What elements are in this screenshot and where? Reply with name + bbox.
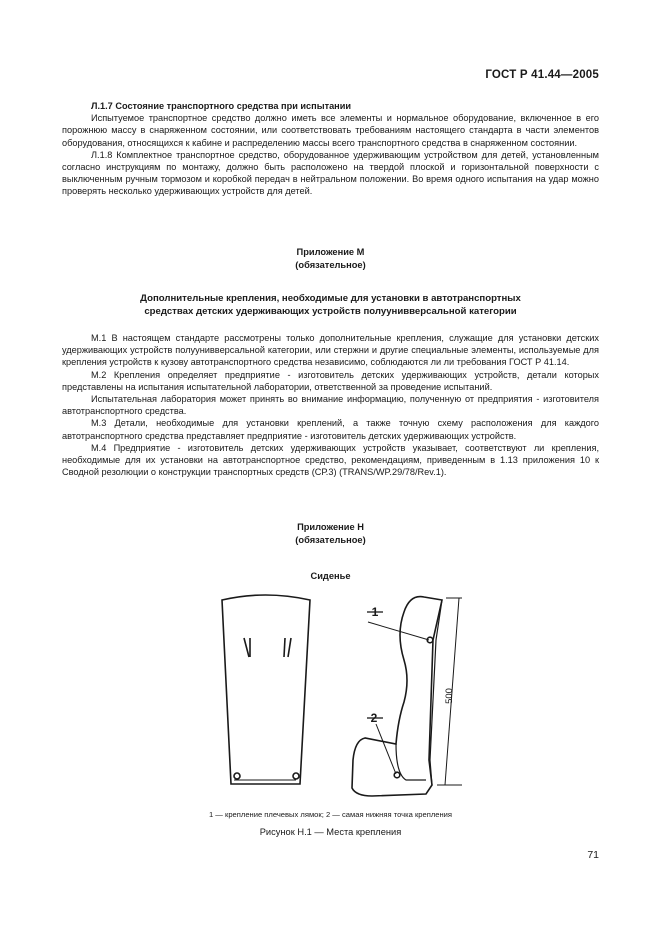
seat-front-view bbox=[222, 595, 310, 784]
paragraph: Испытуемое транспортное средство должно иметь все элементы и нормальное оборудование, включенное в его порожнюю массу в снаряженном состоянии, или соответствовать требованиям настоящего стандарта в части элементов оборудования, относящихся к кабине и распределению массы всего транспортного средства в снаряженном состоянии. bbox=[62, 113, 599, 148]
legend-num-1: 1 bbox=[208, 810, 214, 819]
paragraph: М.2 Крепления определяет предприятие - изготовитель детских удерживающих устройств, детали которых представлены на испытания испытательной лаборатории, ответственной за проведение испытаний. bbox=[62, 369, 599, 392]
appendix-m-heading: Приложение М bbox=[296, 247, 365, 257]
paragraph: М.4 Предприятие - изготовитель детских удерживающих устройств указывает, соответствуют ли крепления, необходимые для их установки на автотранспортное средство, рекомендациям, приведенным в 1.13 приложения 10 к Сводной резолюции о конструкции транспортных средств (СР.3) (TRANS/WP.29/78/Rev.1). bbox=[62, 442, 599, 478]
anchor-point-front-right bbox=[293, 773, 299, 779]
seat-side-outline bbox=[352, 597, 442, 796]
figure-caption: Рисунок Н.1 — Места крепления bbox=[259, 827, 402, 837]
figure-legend bbox=[62, 810, 599, 819]
leader-line-2 bbox=[376, 724, 396, 774]
leader-line-1 bbox=[368, 622, 429, 640]
appendix-n-heading: Приложение Н bbox=[297, 522, 364, 532]
appendix-n-status: (обязательное) bbox=[295, 534, 366, 545]
figure-title: Сиденье bbox=[310, 571, 351, 581]
paragraph: М.3 Детали, необходимые для установки креплений, а также точную схему расположения для каждого автотранспортного средства представляет предприятие - изготовитель детских удерживающих устройств. bbox=[62, 418, 599, 441]
seat-front-outline bbox=[222, 595, 310, 784]
legend-num-2: 2 bbox=[325, 810, 331, 819]
page-number: 71 bbox=[587, 849, 599, 861]
legend-text-1: — крепление плечевых лямок; bbox=[213, 810, 326, 819]
paragraph: Испытательная лаборатория может принять во внимание информацию, полученную от предприятия - изготовителя автотранспортного средства. bbox=[62, 394, 599, 417]
appendix-m-title-line2: средствах детских удерживающих устройств полуунивверсальной категории bbox=[144, 305, 517, 317]
anchor-point-lowest bbox=[394, 772, 400, 778]
dimension-label: 500 bbox=[444, 688, 455, 704]
section-l17-title: Л.1.7 Состояние транспортного средства при испытании bbox=[91, 101, 352, 111]
seat-side-view bbox=[352, 597, 442, 796]
appendix-m-status: (обязательное) bbox=[295, 259, 366, 270]
paragraph: М.1 В настоящем стандарте рассмотрены только дополнительные крепления, служащие для установки детских удерживающих устройств полуунивверсальной категории, или стержни и другие специальные элементы, используемые для крепления устройств к кузову автотранспортного средства независимо, соблюдаются ли ли требования ГОСТ Р 41.14. bbox=[62, 333, 599, 368]
appendix-m-title-line1: Дополнительные крепления, необходимые для установки в автотранспортных bbox=[140, 293, 521, 304]
callout-label-2: 2 bbox=[370, 711, 378, 725]
anchor-point-front-left bbox=[234, 773, 240, 779]
document-code-header: ГОСТ Р 41.44—2005 bbox=[485, 69, 599, 81]
paragraph: Л.1.8 Комплектное транспортное средство, оборудованное удерживающим устройством для детей, установленным согласно инструкциям по монтажу, должно быть расположено на твердой плоской и горизонтальной поверхности с выключенным ручным тормозом и коробкой передач в нейтральном положении. Во время одного испытания на удар можно проверять несколько удерживающих устройств для детей. bbox=[62, 149, 599, 197]
legend-text-2: — самая нижняя точка крепления bbox=[330, 810, 453, 819]
seat-belt-slot-right bbox=[284, 638, 285, 657]
seat-belt-slot-left bbox=[244, 638, 249, 657]
callout-label-1: 1 bbox=[371, 605, 379, 619]
